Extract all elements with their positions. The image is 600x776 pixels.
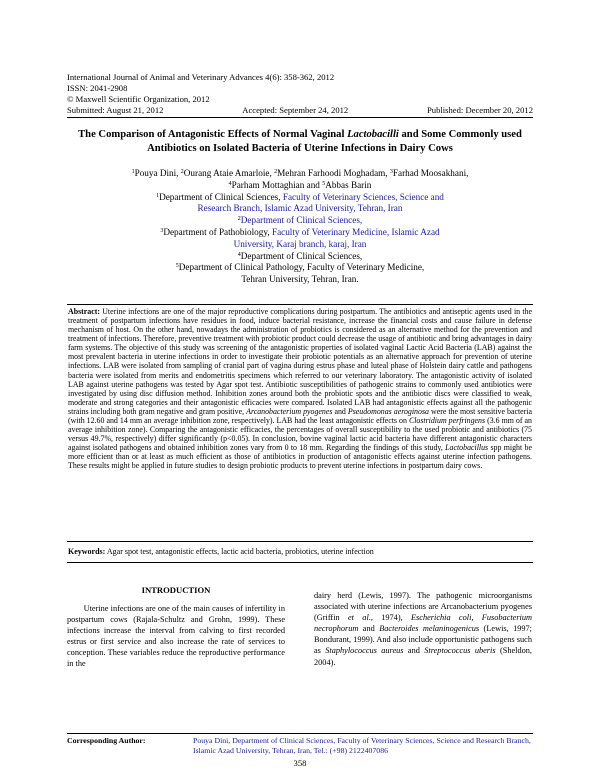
keywords-rule bbox=[67, 562, 533, 563]
affiliation-1-cont: Research Branch, Islamic Azad University, Tehran, Iran bbox=[197, 203, 403, 214]
affiliation-4: $^4$Department of Clinical Sciences, bbox=[237, 250, 363, 261]
affiliation-2: $^2$Department of Clinical Sciences, bbox=[237, 215, 363, 226]
author-line-1: $^1$Pouya Dini, $^2$Ourang Ataie Amarloie, $^2$Mehran Farhoodi Moghadam, $^3$Farhad Moosakhani, bbox=[131, 168, 469, 178]
affiliation-5-cont: Tehran University, Tehran, Iran. bbox=[241, 274, 359, 285]
dates-row bbox=[67, 105, 533, 115]
intro-left-column: Uterine infections are one of the main causes of infertility in postpartum cows (Rajala-Schultz and Grohn, 1999). These infections increase the interval from calving to first recorded estrus or first service and also increase the rate of services to conception. These variables reduce the reproductive performance in the bbox=[67, 604, 285, 669]
journal-citation: International Journal of Animal and Veterinary Advances 4(6): 358-362, 2012 bbox=[67, 72, 335, 82]
introduction-heading: INTRODUCTION bbox=[141, 585, 211, 595]
header-rule bbox=[67, 117, 533, 118]
footer-rule bbox=[67, 733, 533, 734]
accepted-date: Accepted: September 24, 2012 bbox=[242, 105, 349, 115]
journal-issn: ISSN: 2041-2908 bbox=[67, 83, 128, 93]
published-date: Published: December 20, 2012 bbox=[427, 105, 533, 115]
page-number: 358 bbox=[293, 758, 307, 768]
affiliation-5: $^5$Department of Clinical Pathology, Faculty of Veterinary Medicine, bbox=[175, 262, 425, 273]
abstract-text: Abstract: Uterine infections are one of the major reproductive complications during postpartum. The antibiotics and antiseptic agents used in the treatment of postpartum infections have residues in food, induce bacterial resistance, increase the financial costs and cause failure in defense mechanism of host. On the other hand, nowadays the administration of probiotics is considered as an alternative method for the prevention and treatment of infections. Therefore, preventive treatment with probiotic product could decrease the usage of antibiotic and bring advantages in dairy farm systems. The objective of this study was screening of the antagonistic properties of isolated vaginal Lactic Acid Bacteria (LAB) against the most prevalent bacteria in uterine infections in order to investigate their probiotic potentials as an alternative approach for prevention of uterine infections. LAB were isolated from sampling of cranial part of vagina during estrus phase and luteal phase of Holstein dairy cattle and pathogens bacteria were isolated from merits and endometritis specimens which referred to our veterinary laboratory. The antagonistic activity of isolated LAB against uterine pathogens was tested by Agar spot test. Antibiotic susceptibilities of pathogenic strains to commonly used antibiotics were investigated by using disc diffusion method. Inhibition zones around both the probiotic spots and the antibiotic discs were classified to weak, moderate and strong categories and their antagonistic efficacies were compared. Isolated LAB had antagonistic effects against all the pathogenic strains including both gram negative and gram positive, Arcanobacterium pyogenes and Pseudomonas aeroginosa were the most sensitive bacteria (with 12.60 and 14 mm an average inhibition zone, respectively). LAB had the least antagonistic effects on Clostridium perfringens (3.6 mm of an average inhibition zone). Comparing the antagonistic efficacies, the percentages of overall susceptibility to the used probiotic and antibiotics (75 versus 49.7%, respectively) differ significantly (p<0.05). In conclusion, bovine vaginal lactic acid bacteria have different antagonistic characters against isolated pathogens and obtained inhibition zones vary from 0 to 18 mm. Regarding the findings of this study, Lactobacillus spp might be more efficient than or at least as much efficient as those of antibiotics in production of antagonistic effects against uterine infection pathogens. These results might be applied in future studies to design probiotic products to prevent uterine infections in postpartum dairy cows. bbox=[68, 307, 532, 471]
paper-title: The Comparison of Antagonistic Effects of Normal Vaginal Lactobacilli and Some Commonly used Antibiotics on Isolated Bacteria of Uterine Infections in Dairy Cows bbox=[78, 129, 522, 154]
author-line-2: $^4$Parham Mottaghian and $^5$Abbas Barin bbox=[228, 179, 372, 190]
corresponding-author: Corresponding Author: Pouya Dini, Department of Clinical Sciences, Faculty of Veterinary Sciences, Science and Research Branch, Islamic Azad University, Tehran, Iran, Tel.: (+98) 2122407086 bbox=[67, 736, 531, 755]
affiliation-1: $^1$Department of Clinical Sciences, Faculty of Veterinary Sciences, Science and bbox=[156, 191, 444, 202]
affiliation-3-cont: University, Karaj branch, karaj, Iran bbox=[233, 238, 367, 249]
submitted-date: Submitted: August 21, 2012 bbox=[67, 105, 164, 115]
authors-block bbox=[67, 168, 533, 286]
intro-right-column: dairy herd (Lewis, 1997). The pathogenic microorganisms associated with uterine infections are Arcanobacterium pyogenes (Griffin et al., 1974), Escherichia coli, Fusobacterium necrophorum and Bacteroides melaninogenicus (Lewis, 1997; Bondurant, 1999). And also include opportunistic pathogens such as Staphylococcus aureus and Streptococcus uberis (Sheldon, 2004). bbox=[314, 591, 533, 667]
journal-copyright: © Maxwell Scientific Organization, 2012 bbox=[67, 94, 210, 104]
affiliation-3: $^3$Department of Pathobiology, Faculty of Veterinary Medicine, Islamic Azad bbox=[160, 226, 440, 237]
keywords: Keywords: Agar spot test, antagonistic effects, lactic acid bacteria, probiotics, uterine infection bbox=[68, 547, 374, 556]
